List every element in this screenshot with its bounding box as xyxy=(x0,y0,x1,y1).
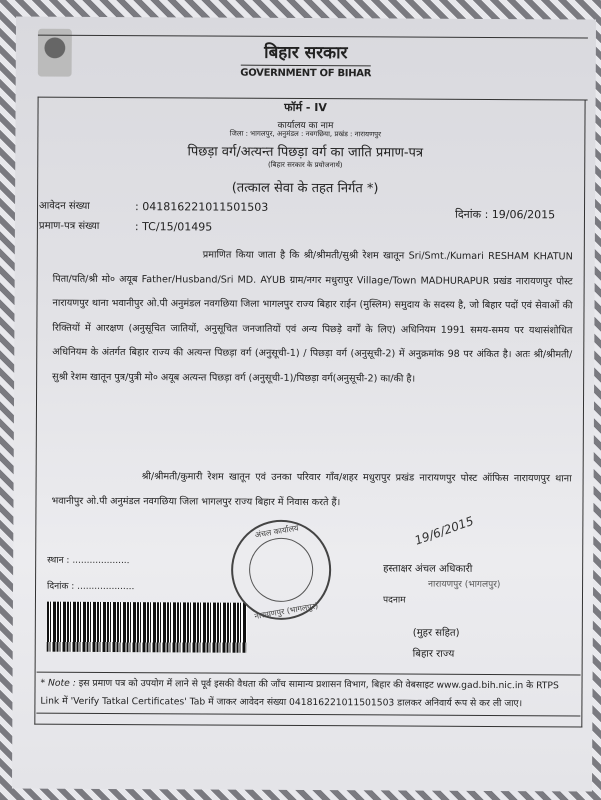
tatkal-note: (तत्काल सेवा के तहत निर्गत *) xyxy=(231,180,379,197)
header-title-english: GOVERNMENT OF BIHAR xyxy=(240,65,371,80)
certificate-subtitle: (बिहार सरकार के प्रयोजनार्थ) xyxy=(267,160,343,170)
office-label: कार्यालय का नाम xyxy=(277,120,334,132)
office-detail: जिला : भागलपुर, अनुमंडल : नवगछिया, प्रखंड : नारायणपुर xyxy=(229,129,382,139)
certificate-paper xyxy=(12,16,596,791)
seal-bottom-text: नारायणपुर (भागलपुर) xyxy=(253,601,319,621)
signature: 19/6/2015 xyxy=(412,513,476,548)
date-field: दिनांक : .................... xyxy=(47,581,135,593)
certificate-title: पिछड़ा वर्ग/अत्यन्त पिछड़ा वर्ग का जाति प्रमाण-पत्र xyxy=(187,144,424,161)
note-prefix: * Note : xyxy=(40,677,76,689)
divider xyxy=(38,35,588,39)
signatory-label: हस्ताक्षर अंचल अधिकारी xyxy=(383,563,473,575)
note-text: इस प्रमाण पत्र को उपयोग में लाने से पूर्व इसकी वैधता की जाँच सामान्य प्रशासन विभाग, बिहार की वेबसाइट www.gad.bih.nic.in के RTPS Link में 'Verify Tatkal Certificates' Tab में जाकर आवेदन संख्या 041816221011501503 डालकर अनिवार्य रूप से कर ली जाए। xyxy=(40,677,559,710)
certificate-number-label: प्रमाण-पत्र संख्या xyxy=(38,220,100,232)
certificate-number-value: : TC/15/01495 xyxy=(134,220,213,234)
with-seal-label: (मुहर सहित) xyxy=(412,627,460,639)
seal-top-text: अंचल कार्यालय xyxy=(254,523,300,540)
date-label: दिनांक : xyxy=(454,207,489,221)
designation-label: पदनाम xyxy=(382,595,406,606)
application-number-value: : 041816221011501503 xyxy=(134,200,269,214)
date-value: 19/06/2015 xyxy=(491,207,556,222)
barcode xyxy=(47,602,247,653)
certification-paragraph: प्रमाणित किया जाता है कि श्री/श्रीमती/सुश्री रेशम खातून Sri/Smt./Kumari RESHAM KHATUN पिता/पति/श्री मो० अयूब Father/Husband/Sri MD. AYUB ग्राम/नगर मधुरापुर Village/Town MADHURAPUR प्रखंड नारायणपुर पोस्ट नारायणपुर थाना भवानीपुर ओ.पी अनुमंडल नवगछिया जिला भागलपुर राज्य बिहार राईन (मुस्लिम) समुदाय के सदस्य है, जो बिहार पदों एवं सेवाओं की रिक्तियों में आरक्षण (अनुसूचित जातियों, अनुसूचित जनजातियों एवं अन्य पिछड़े वर्गों के लिए) अधिनियम 1991 समय-समय पर यथासंशोधित अधिनियम के अंतर्गत बिहार राज्य की अत्यन्त पिछड़ा वर्ग (अनुसूची-1) / पिछड़ा वर्ग (अनुसूची-2) में अनुक्रमांक 98 पर अंकित है। अतः श्री/श्रीमती/सुश्री रेशम खातून पुत्र/पुत्री मो० अयूब अत्यन्त पिछड़ा वर्ग (अनुसूची-1)/पिछड़ा वर्ग(अनुसूची-2) का/की है। xyxy=(52,249,573,385)
header-title-hindi: बिहार सरकार xyxy=(264,42,348,64)
form-number: फॉर्म - IV xyxy=(284,100,327,115)
residence-paragraph: श्री/श्रीमती/कुमारी रेशम खातून एवं उनका परिवार गाँव/शहर मधुरापुर प्रखंड नारायणपुर पोस्ट ऑफिस नारायणपुर थाना भवानीपुर ओ.पी अनुमंडल नवगछिया जिला भागलपुर राज्य बिहार में निवास करते हैं। xyxy=(51,471,572,508)
state-label: बिहार राज्य xyxy=(412,648,455,660)
place-field: स्थान : .................... xyxy=(47,555,130,567)
signatory-place: नारायणपुर (भागलपुर) xyxy=(428,579,501,591)
verification-note xyxy=(36,672,580,717)
application-number-label: आवेदन संख्या xyxy=(39,200,90,212)
